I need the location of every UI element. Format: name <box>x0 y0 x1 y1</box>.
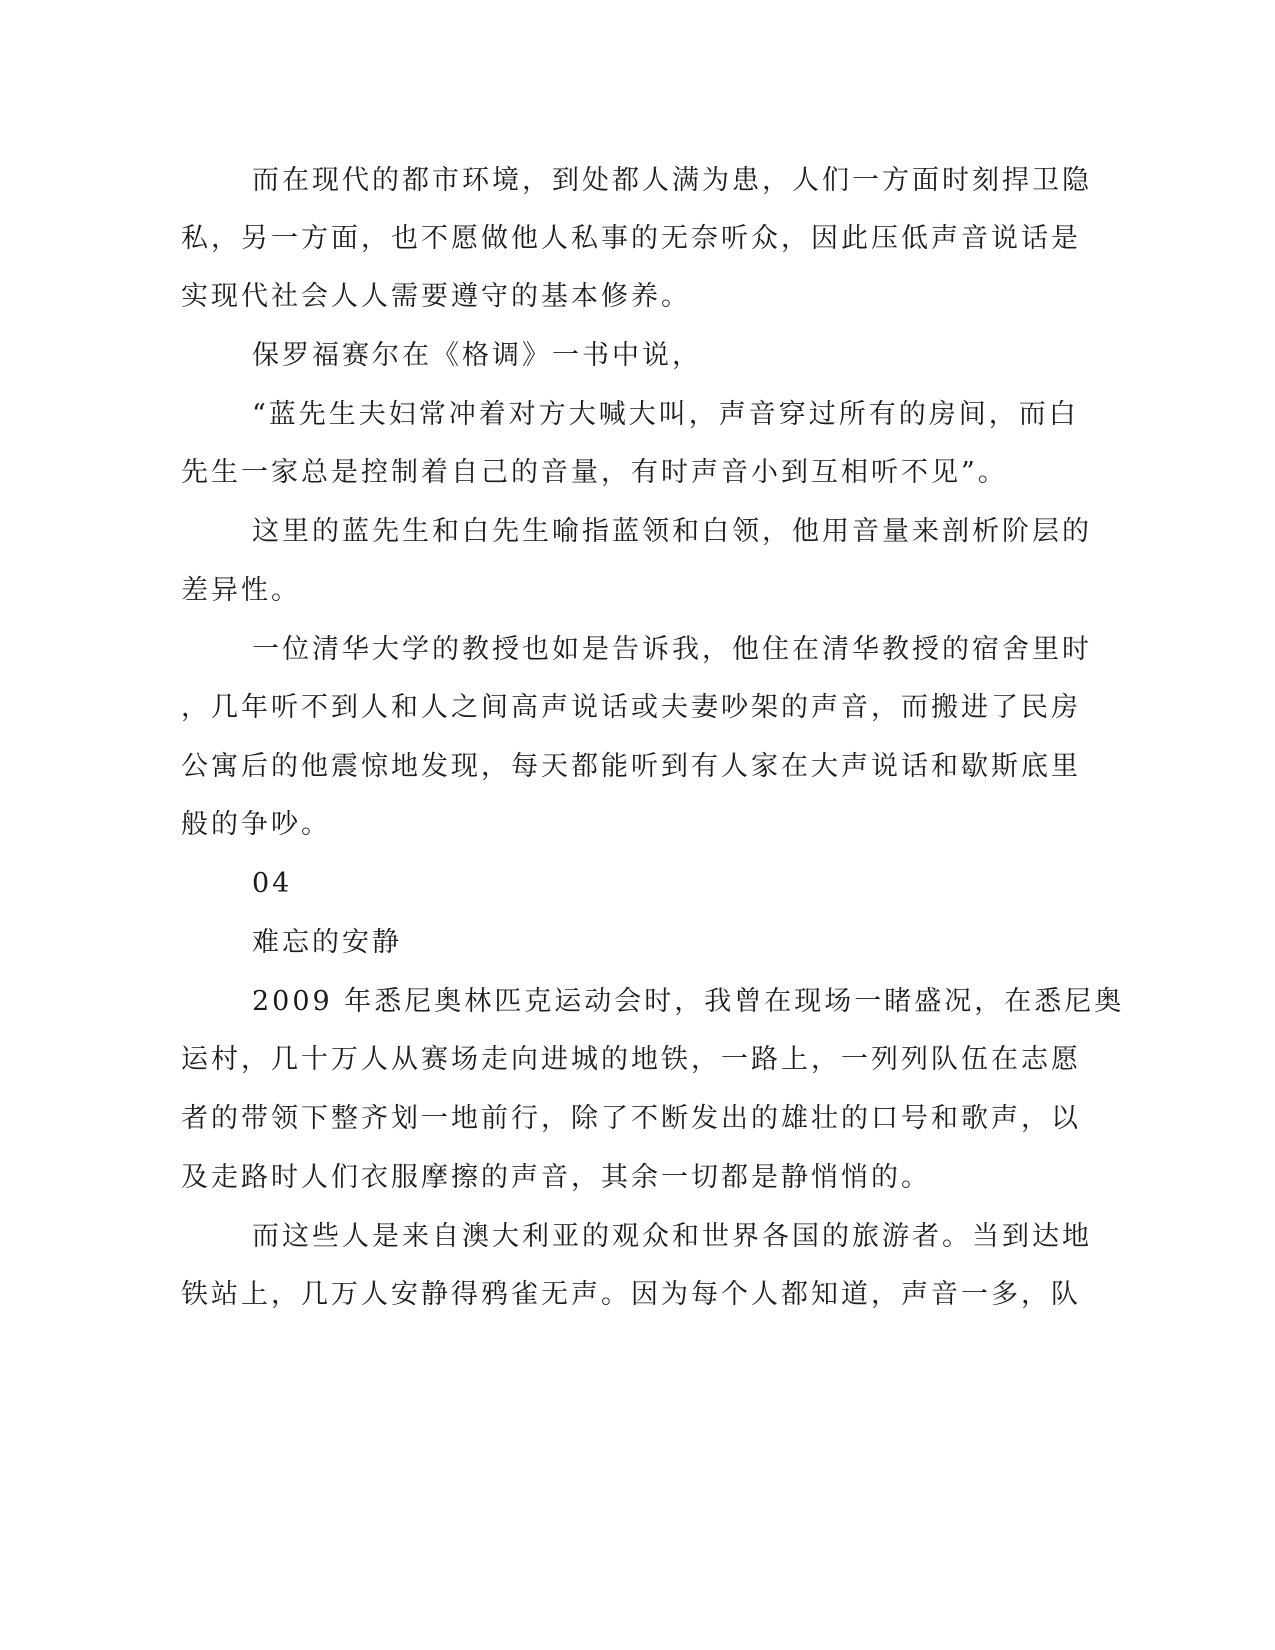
paragraph-line: 实现代社会人人需要遵守的基本修养。 <box>181 281 691 312</box>
paragraph-line: 2009 年悉尼奥林匹克运动会时，我曾在现场一睹盛况，在悉尼奥 <box>252 986 1125 1017</box>
paragraph-line: 私，另一方面，也不愿做他人私事的无奈听众，因此压低声音说话是 <box>181 223 1081 254</box>
paragraph-line: 及走路时人们衣服摩擦的声音，其余一切都是静悄悄的。 <box>181 1162 931 1193</box>
paragraph-line: 差异性。 <box>181 575 301 606</box>
paragraph-line: 先生一家总是控制着自己的音量，有时声音小到互相听不见”。 <box>181 457 1008 488</box>
paragraph-line: 般的争吵。 <box>181 809 331 840</box>
paragraph-line: 这里的蓝先生和白先生喻指蓝领和白领，他用音量来剖析阶层的 <box>252 516 1092 547</box>
paragraph-line: 而在现代的都市环境，到处都人满为患，人们一方面时刻捍卫隐 <box>252 165 1092 196</box>
paragraph-line: 运村，几十万人从赛场走向进城的地铁，一路上，一列列队伍在志愿 <box>181 1044 1081 1075</box>
paragraph-line: “蓝先生夫妇常冲着对方大喊大叫，声音穿过所有的房间，而白 <box>252 399 1079 430</box>
paragraph-line: 一位清华大学的教授也如是告诉我，他住在清华教授的宿舍里时 <box>252 634 1092 665</box>
section-heading: 难忘的安静 <box>252 927 402 958</box>
paragraph-line: 铁站上，几万人安静得鸦雀无声。因为每个人都知道，声音一多，队 <box>181 1279 1081 1310</box>
paragraph-line: 保罗福赛尔在《格调》一书中说， <box>252 340 702 371</box>
paragraph-line: 而这些人是来自澳大利亚的观众和世界各国的旅游者。当到达地 <box>252 1221 1092 1252</box>
section-number: 04 <box>252 868 293 899</box>
paragraph-line: ，几年听不到人和人之间高声说话或夫妻吵架的声音，而搬进了民房 <box>181 692 1081 723</box>
paragraph-line: 公寓后的他震惊地发现，每天都能听到有人家在大声说话和歇斯底里 <box>181 751 1081 782</box>
paragraph-line: 者的带领下整齐划一地前行，除了不断发出的雄壮的口号和歌声，以 <box>181 1103 1081 1134</box>
